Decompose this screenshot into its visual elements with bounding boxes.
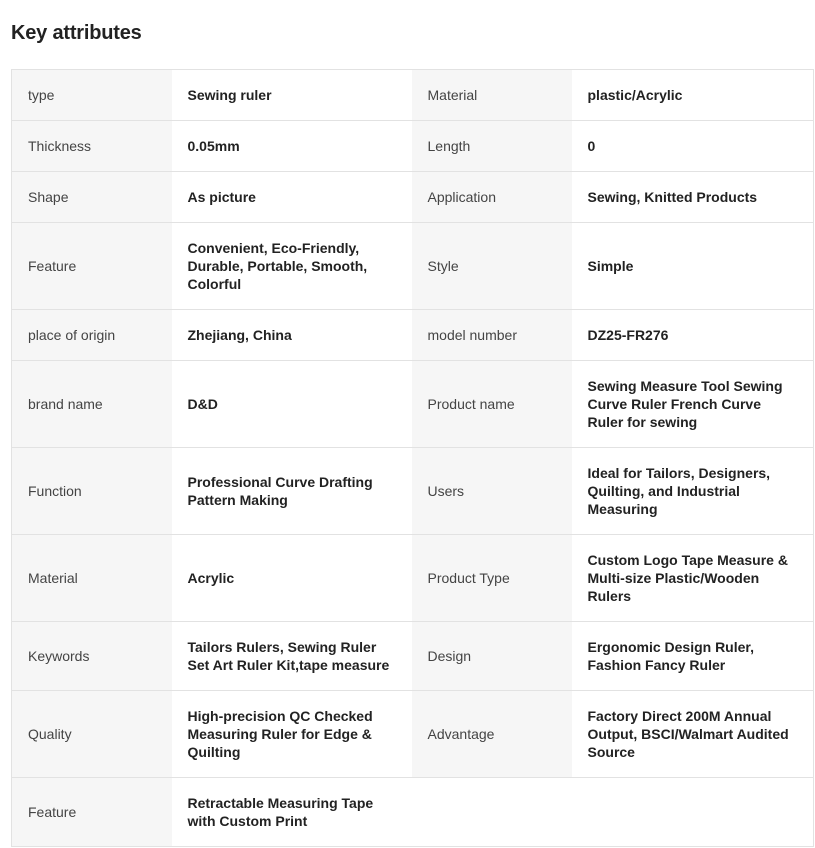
attribute-key: Material (412, 70, 572, 121)
attribute-key: Keywords (12, 622, 172, 691)
attribute-row (12, 691, 814, 778)
attribute-value: Retractable Measuring Tape with Custom Print (172, 778, 412, 847)
attribute-key: Length (412, 121, 572, 172)
attribute-key: Thickness (12, 121, 172, 172)
attribute-row (12, 778, 814, 847)
attribute-value: 0.05mm (172, 121, 412, 172)
attribute-row (12, 172, 814, 223)
attribute-value: Factory Direct 200M Annual Output, BSCI/Walmart Audited Source (572, 691, 814, 778)
attribute-key-empty (412, 778, 572, 847)
attribute-value: Simple (572, 223, 814, 310)
attribute-value: Sewing ruler (172, 70, 412, 121)
attribute-value: plastic/Acrylic (572, 70, 814, 121)
attribute-value: Sewing, Knitted Products (572, 172, 814, 223)
attribute-row (12, 361, 814, 448)
attribute-key: Style (412, 223, 572, 310)
attribute-value: Sewing Measure Tool Sewing Curve Ruler French Curve Ruler for sewing (572, 361, 814, 448)
attribute-key: Advantage (412, 691, 572, 778)
attribute-key: Material (12, 535, 172, 622)
attribute-value: High-precision QC Checked Measuring Ruler for Edge & Quilting (172, 691, 412, 778)
attribute-row (12, 121, 814, 172)
section-title: Key attributes (11, 22, 142, 44)
attribute-row (12, 448, 814, 535)
attribute-value: D&D (172, 361, 412, 448)
attribute-value: DZ25-FR276 (572, 310, 814, 361)
attribute-row (12, 535, 814, 622)
attribute-row (12, 223, 814, 310)
attribute-row (12, 622, 814, 691)
attribute-value: Custom Logo Tape Measure & Multi-size Plastic/Wooden Rulers (572, 535, 814, 622)
attribute-value: Zhejiang, China (172, 310, 412, 361)
attribute-value: Ergonomic Design Ruler, Fashion Fancy Ruler (572, 622, 814, 691)
attribute-value: Convenient, Eco-Friendly, Durable, Portable, Smooth, Colorful (172, 223, 412, 310)
attribute-key: Feature (12, 778, 172, 847)
attribute-key: Quality (12, 691, 172, 778)
attribute-value: 0 (572, 121, 814, 172)
attribute-value: Ideal for Tailors, Designers, Quilting, and Industrial Measuring (572, 448, 814, 535)
attribute-key: model number (412, 310, 572, 361)
attribute-key: Product Type (412, 535, 572, 622)
attribute-row (12, 70, 814, 121)
attribute-key: Product name (412, 361, 572, 448)
attribute-key: place of origin (12, 310, 172, 361)
attribute-key: Design (412, 622, 572, 691)
attribute-value-empty (572, 778, 814, 847)
attribute-row (12, 310, 814, 361)
attribute-key: brand name (12, 361, 172, 448)
attribute-key: Function (12, 448, 172, 535)
key-attributes-table (11, 69, 814, 847)
attribute-key: Feature (12, 223, 172, 310)
attribute-value: As picture (172, 172, 412, 223)
attribute-key: Application (412, 172, 572, 223)
attribute-value: Professional Curve Drafting Pattern Making (172, 448, 412, 535)
attribute-key: Users (412, 448, 572, 535)
attribute-value: Acrylic (172, 535, 412, 622)
attribute-key: Shape (12, 172, 172, 223)
attribute-value: Tailors Rulers, Sewing Ruler Set Art Ruler Kit,tape measure (172, 622, 412, 691)
attribute-key: type (12, 70, 172, 121)
